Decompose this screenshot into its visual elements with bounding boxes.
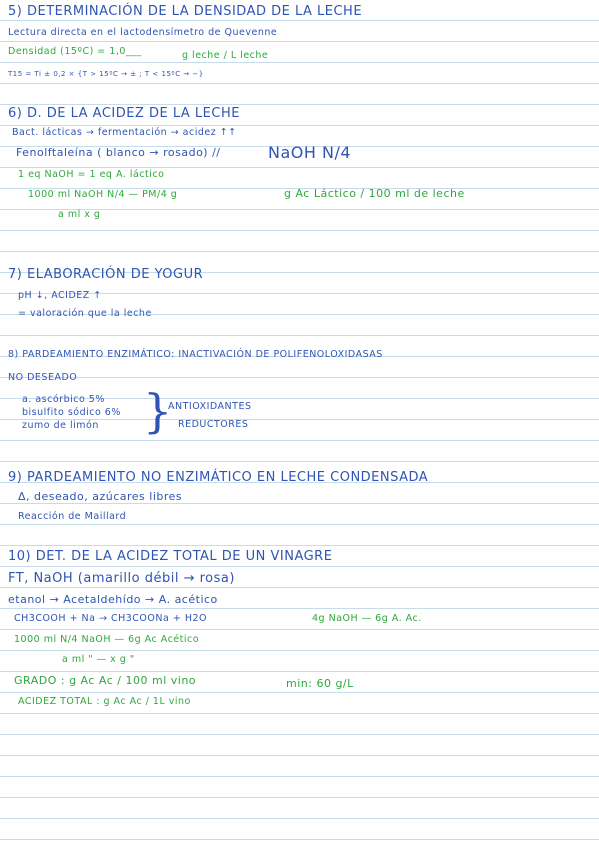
- s9-line-2: Reacción de Maillard: [18, 511, 127, 522]
- s5-density-unit: g leche / L leche: [182, 50, 269, 61]
- s8-item-1: a. ascórbico 5%: [22, 394, 105, 405]
- s8-label-2: REDUCTORES: [178, 419, 249, 430]
- s10-line-4: 1000 ml N/4 NaOH — 6g Ac Acético: [14, 634, 200, 645]
- s10-min: min: 60 g/L: [286, 677, 354, 690]
- s8-item-3: zumo de limón: [22, 420, 99, 431]
- s10-reaction: CH3COOH + Na → CH3COONa + H2O: [14, 613, 207, 624]
- s6-line-2: Fenolftaleína ( blanco → rosado) //: [16, 146, 221, 159]
- s10-line-2: etanol → Acetaldehído → A. acético: [8, 593, 218, 606]
- s6-result-unit: g Ac Láctico / 100 ml de leche: [284, 187, 465, 200]
- s10-grado: GRADO : g Ac Ac / 100 ml vino: [14, 674, 197, 687]
- section-10-title: 10) DET. DE LA ACIDEZ TOTAL DE UN VINAGRE: [8, 549, 333, 564]
- s10-line-5: a ml " — x g ": [62, 654, 135, 665]
- s5-temp-correction: T15 = Ti ± 0,2 × {T > 15ºC → ± ; T < 15ºC → −}: [8, 70, 204, 78]
- brace-icon: }: [143, 384, 173, 438]
- s8-line-1: NO DESEADO: [8, 372, 78, 383]
- s6-line-4a: 1000 ml NaOH N/4 — PM/4 g: [28, 189, 178, 200]
- s5-line-1: Lectura directa en el lactodensímetro de Quevenne: [8, 27, 278, 38]
- s6-naoh: NaOH N/4: [268, 143, 352, 162]
- section-7-title: 7) ELABORACIÓN DE YOGUR: [8, 267, 204, 282]
- s7-line-2: = valoración que la leche: [18, 308, 152, 319]
- section-9-title: 9) PARDEAMIENTO NO ENZIMÁTICO EN LECHE CONDENSADA: [8, 470, 429, 485]
- s10-equivalence: 4g NaOH — 6g A. Ac.: [312, 613, 422, 624]
- s9-line-1: Δ, deseado, azúcares libres: [18, 490, 183, 503]
- section-5-title: 5) DETERMINACIÓN DE LA DENSIDAD DE LA LECHE: [8, 4, 363, 19]
- s6-line-4b: a ml x g: [58, 209, 101, 220]
- section-8-title: 8) PARDEAMIENTO ENZIMÁTICO: INACTIVACIÓN DE POLIFENOLOXIDASAS: [8, 349, 383, 360]
- s8-label-1: ANTIOXIDANTES: [168, 401, 252, 412]
- section-6-title: 6) D. DE LA ACIDEZ DE LA LECHE: [8, 106, 240, 121]
- s8-item-2: bisulfito sódico 6%: [22, 407, 121, 418]
- s10-acidez-total: ACIDEZ TOTAL : g Ac Ac / 1L vino: [18, 696, 191, 707]
- s10-line-1: FT, NaOH (amarillo débil → rosa): [8, 571, 235, 586]
- s6-line-3: 1 eq NaOH = 1 eq A. láctico: [18, 169, 165, 180]
- s6-line-1: Bact. lácticas → fermentación → acidez ↑↑: [12, 127, 237, 138]
- s5-density-line: Densidad (15ºC) = 1,0___: [8, 46, 142, 57]
- s7-line-1: pH ↓, ACIDEZ ↑: [18, 290, 102, 301]
